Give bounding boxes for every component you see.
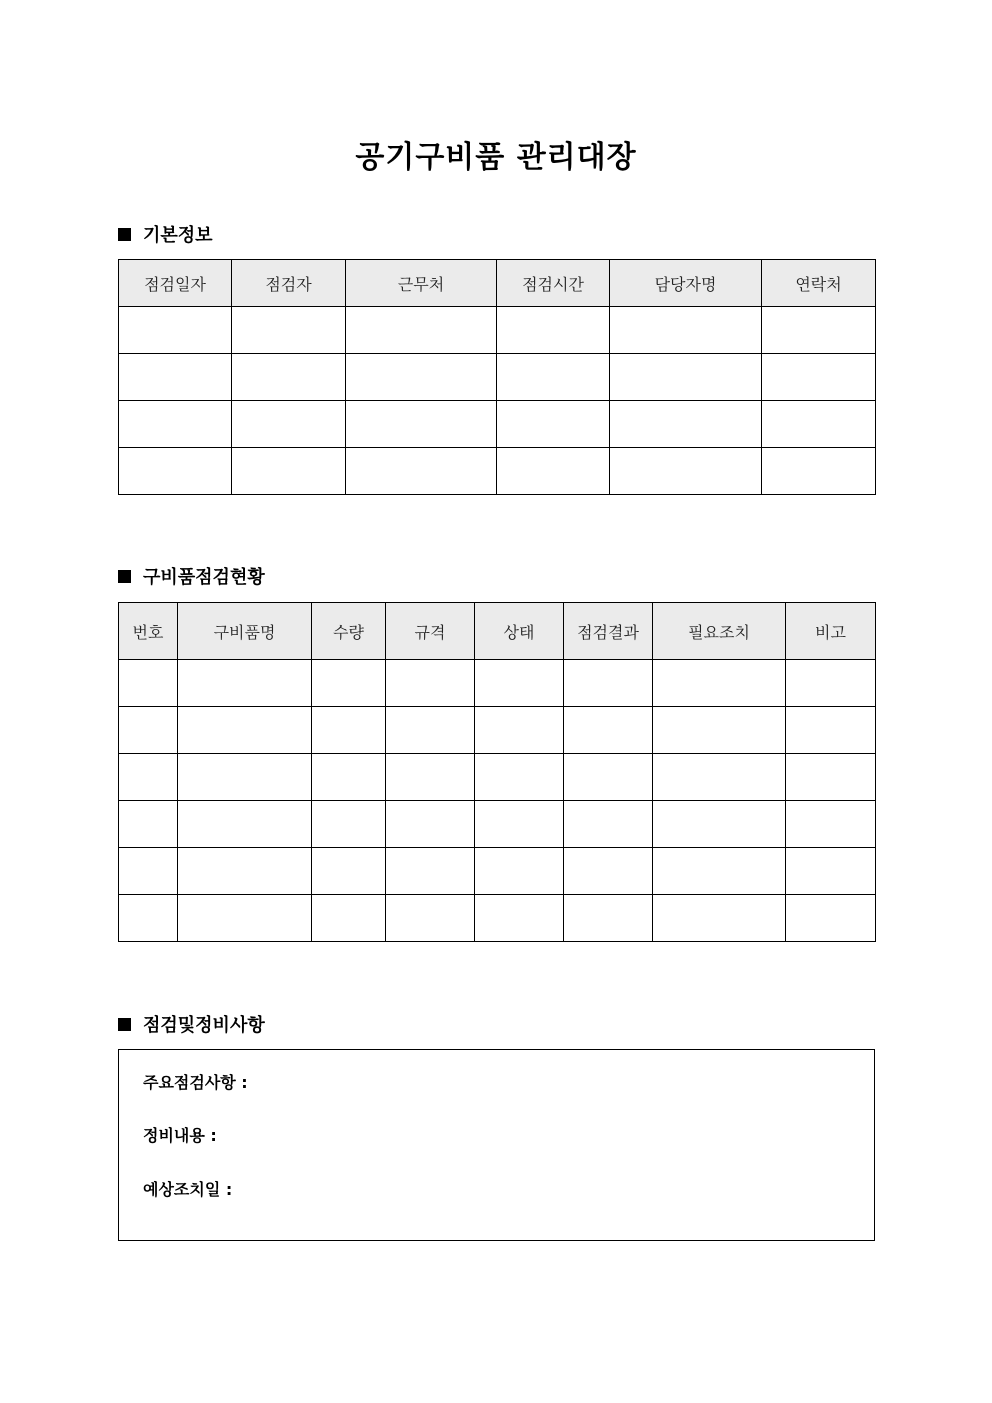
table-row	[119, 660, 876, 707]
table-cell[interactable]	[232, 307, 346, 354]
table-row	[119, 401, 876, 448]
table-cell[interactable]	[119, 707, 178, 754]
table-cell[interactable]	[232, 401, 346, 448]
table-cell[interactable]	[762, 354, 876, 401]
column-header-person-in-charge: 담당자명	[610, 260, 762, 307]
table-cell[interactable]	[386, 754, 475, 801]
table-cell[interactable]	[475, 895, 564, 942]
table-cell[interactable]	[386, 801, 475, 848]
table-header-row	[119, 260, 876, 307]
table-cell[interactable]	[610, 354, 762, 401]
table-cell[interactable]	[386, 848, 475, 895]
table-cell[interactable]	[178, 660, 312, 707]
table-cell[interactable]	[119, 660, 178, 707]
table-cell[interactable]	[119, 848, 178, 895]
table-cell[interactable]	[475, 707, 564, 754]
table-cell[interactable]	[119, 754, 178, 801]
table-cell[interactable]	[762, 401, 876, 448]
table-cell[interactable]	[386, 707, 475, 754]
table-cell[interactable]	[119, 448, 232, 495]
table-cell[interactable]	[178, 801, 312, 848]
table-row	[119, 848, 876, 895]
table-cell[interactable]	[564, 660, 653, 707]
table-cell[interactable]	[346, 401, 497, 448]
table-cell[interactable]	[475, 754, 564, 801]
table-cell[interactable]	[564, 754, 653, 801]
column-header-number: 번호	[119, 603, 178, 660]
table-cell[interactable]	[786, 895, 876, 942]
table-cell[interactable]	[119, 354, 232, 401]
table-header-row	[119, 603, 876, 660]
column-header-contact: 연락처	[762, 260, 876, 307]
column-header-inspector: 점검자	[232, 260, 346, 307]
note-maintenance-details[interactable]	[143, 1123, 217, 1146]
section-heading-label: 기본정보	[143, 225, 213, 246]
table-cell[interactable]	[346, 354, 497, 401]
table-cell[interactable]	[178, 707, 312, 754]
section-heading-label: 점검및정비사항	[143, 1015, 265, 1036]
column-header-inspection-date: 점검일자	[119, 260, 232, 307]
table-cell[interactable]	[119, 401, 232, 448]
table-cell[interactable]	[475, 848, 564, 895]
note-label: 예상조치일 :	[143, 1180, 233, 1199]
table-cell[interactable]	[475, 660, 564, 707]
table-cell[interactable]	[346, 448, 497, 495]
table-cell[interactable]	[312, 895, 386, 942]
table-cell[interactable]	[610, 401, 762, 448]
square-bullet-icon	[118, 228, 131, 241]
table-cell[interactable]	[178, 895, 312, 942]
table-cell[interactable]	[119, 895, 178, 942]
table-cell[interactable]	[312, 660, 386, 707]
square-bullet-icon	[118, 570, 131, 583]
table-cell[interactable]	[610, 307, 762, 354]
table-cell[interactable]	[312, 848, 386, 895]
table-cell[interactable]	[653, 801, 786, 848]
table-cell[interactable]	[786, 848, 876, 895]
table-row	[119, 754, 876, 801]
basic-info-table	[118, 259, 876, 495]
table-cell[interactable]	[386, 660, 475, 707]
table-cell[interactable]	[497, 307, 610, 354]
column-header-inspection-time: 점검시간	[497, 260, 610, 307]
table-cell[interactable]	[653, 707, 786, 754]
table-cell[interactable]	[178, 754, 312, 801]
table-cell[interactable]	[564, 848, 653, 895]
table-cell[interactable]	[232, 448, 346, 495]
equipment-inspection-table	[118, 602, 876, 942]
table-row	[119, 895, 876, 942]
column-header-quantity: 수량	[312, 603, 386, 660]
table-cell[interactable]	[232, 354, 346, 401]
column-header-required-action: 필요조치	[653, 603, 786, 660]
inspection-notes-box	[118, 1049, 875, 1241]
note-label: 주요점검사항 :	[143, 1073, 248, 1092]
section-heading-basic-info	[118, 222, 213, 246]
column-header-item-name: 구비품명	[178, 603, 312, 660]
table-cell[interactable]	[312, 801, 386, 848]
table-cell[interactable]	[497, 448, 610, 495]
table-cell[interactable]	[653, 660, 786, 707]
table-cell[interactable]	[346, 307, 497, 354]
table-cell[interactable]	[386, 895, 475, 942]
note-expected-action-date[interactable]	[143, 1177, 232, 1200]
table-cell[interactable]	[312, 707, 386, 754]
table-cell[interactable]	[564, 801, 653, 848]
table-cell[interactable]	[178, 848, 312, 895]
section-heading-equipment-status	[118, 564, 265, 588]
table-cell[interactable]	[653, 754, 786, 801]
table-row	[119, 354, 876, 401]
table-row	[119, 707, 876, 754]
table-cell[interactable]	[119, 307, 232, 354]
table-cell[interactable]	[653, 895, 786, 942]
table-cell[interactable]	[497, 354, 610, 401]
table-cell[interactable]	[564, 895, 653, 942]
table-cell[interactable]	[786, 660, 876, 707]
table-cell[interactable]	[786, 754, 876, 801]
column-header-remarks: 비고	[786, 603, 876, 660]
column-header-spec: 규격	[386, 603, 475, 660]
column-header-condition: 상태	[475, 603, 564, 660]
table-cell[interactable]	[497, 401, 610, 448]
note-label: 정비내용 :	[143, 1126, 217, 1145]
table-row	[119, 801, 876, 848]
table-cell[interactable]	[119, 801, 178, 848]
table-row	[119, 307, 876, 354]
table-cell[interactable]	[653, 848, 786, 895]
table-cell[interactable]	[475, 801, 564, 848]
table-cell[interactable]	[786, 707, 876, 754]
section-heading-inspection-maintenance	[118, 1012, 265, 1036]
column-header-workplace: 근무처	[346, 260, 497, 307]
table-cell[interactable]	[312, 754, 386, 801]
column-header-inspection-result: 점검결과	[564, 603, 653, 660]
table-cell[interactable]	[564, 707, 653, 754]
section-heading-label: 구비품점검현황	[143, 567, 265, 588]
table-cell[interactable]	[762, 448, 876, 495]
table-row	[119, 448, 876, 495]
page-title: 공기구비품 관리대장	[355, 140, 637, 175]
table-cell[interactable]	[786, 801, 876, 848]
table-cell[interactable]	[610, 448, 762, 495]
table-cell[interactable]	[762, 307, 876, 354]
note-main-inspection-items[interactable]	[143, 1070, 248, 1093]
square-bullet-icon	[118, 1018, 131, 1031]
